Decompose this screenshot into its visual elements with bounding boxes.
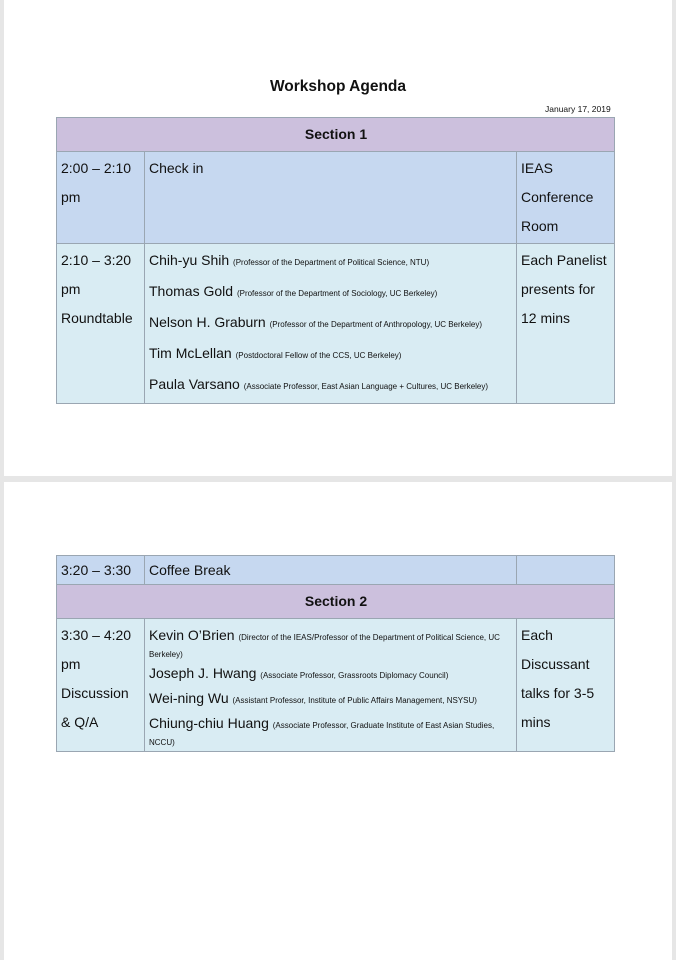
speaker-affiliation: (Associate Professor, Grassroots Diplomacy Council) — [260, 671, 449, 680]
speaker-affiliation: (Professor of the Department of Sociology, UC Berkeley) — [236, 289, 438, 298]
speaker-entry — [149, 277, 513, 308]
section-header-row — [57, 585, 615, 619]
time-cell: 3:20 – 3:30 — [57, 556, 145, 585]
activity-text: Check in — [149, 160, 204, 176]
session-type: & Q/A — [61, 714, 99, 730]
speaker-affiliation: (Director of the IEAS/Professor of the Department of Political Science, UC Berkeley) — [149, 633, 500, 659]
speaker-affiliation: (Professor of the Department of Anthropology, UC Berkeley) — [269, 320, 483, 329]
note-text: talks for 3-5 — [521, 685, 595, 701]
time-cell — [57, 244, 145, 404]
page-title: Workshop Agenda — [269, 78, 407, 95]
speaker-name: Nelson H. Graburn — [149, 314, 266, 330]
speaker-affiliation: (Associate Professor, East Asian Language + Cultures, UC Berkeley) — [243, 382, 489, 391]
document-date: January 17, 2019 — [545, 104, 611, 114]
document-page-2 — [4, 482, 672, 960]
speaker-name: Wei-ning Wu — [149, 690, 229, 706]
speaker-affiliation: (Postdoctoral Fellow of the CCS, UC Berkeley) — [235, 351, 402, 360]
speaker-entry — [149, 621, 513, 661]
note-text: IEAS — [521, 160, 553, 176]
note-text: presents for — [521, 281, 595, 297]
time-text: 3:30 – 4:20 — [61, 627, 132, 643]
time-suffix: pm — [61, 189, 81, 205]
time-suffix: pm — [61, 281, 81, 297]
agenda-row-checkin — [57, 152, 615, 244]
time-cell — [57, 152, 145, 244]
agenda-table-section-1 — [56, 117, 615, 404]
note-cell — [517, 152, 615, 244]
session-type: Discussion — [61, 685, 129, 701]
agenda-row-coffee-break — [57, 556, 615, 585]
note-text: Each Panelist — [521, 252, 607, 268]
note-text: 12 mins — [521, 310, 571, 326]
note-cell — [517, 556, 615, 585]
session-type: Roundtable — [61, 310, 133, 326]
note-cell — [517, 244, 615, 404]
speaker-entry — [149, 682, 513, 707]
time-cell — [57, 619, 145, 752]
speaker-name: Chiung-chiu Huang — [149, 715, 269, 731]
speaker-affiliation: (Professor of the Department of Political Science, NTU) — [233, 258, 430, 267]
speaker-name: Paula Varsano — [149, 376, 240, 392]
section-1-label: Section 1 — [57, 118, 615, 152]
note-text: Room — [521, 218, 559, 234]
speaker-name: Thomas Gold — [149, 283, 234, 299]
section-header-row — [57, 118, 615, 152]
speaker-entry — [149, 339, 513, 370]
speaker-affiliation: (Assistant Professor, Institute of Public Affairs Management, NSYSU) — [232, 696, 477, 705]
note-text: Discussant — [521, 656, 590, 672]
speaker-affiliation: (Associate Professor, Graduate Institute of East Asian Studies, NCCU) — [149, 721, 495, 747]
time-text: 2:10 – 3:20 — [61, 252, 132, 268]
document-page-1 — [4, 0, 672, 476]
time-text: 2:00 – 2:10 — [61, 160, 132, 176]
note-text: Each — [521, 627, 553, 643]
agenda-table-section-2 — [56, 555, 615, 752]
note-cell — [517, 619, 615, 752]
speaker-name: Tim McLellan — [149, 345, 232, 361]
time-suffix: pm — [61, 656, 81, 672]
speaker-name: Joseph J. Hwang — [149, 665, 257, 681]
speaker-entry — [149, 661, 513, 682]
speaker-name: Kevin O’Brien — [149, 627, 235, 643]
speaker-entry — [149, 308, 513, 339]
agenda-row-discussion — [57, 619, 615, 752]
section-2-label: Section 2 — [57, 585, 615, 619]
note-text: Conference — [521, 189, 594, 205]
speaker-entry — [149, 246, 513, 277]
speaker-entry — [149, 707, 513, 749]
activity-cell: Coffee Break — [145, 556, 517, 585]
activity-cell — [145, 152, 517, 244]
speaker-entry — [149, 370, 513, 401]
note-text: mins — [521, 714, 551, 730]
speaker-name: Chih-yu Shih — [149, 252, 230, 268]
speakers-cell — [145, 244, 517, 404]
speakers-cell — [145, 619, 517, 752]
agenda-row-roundtable — [57, 244, 615, 404]
